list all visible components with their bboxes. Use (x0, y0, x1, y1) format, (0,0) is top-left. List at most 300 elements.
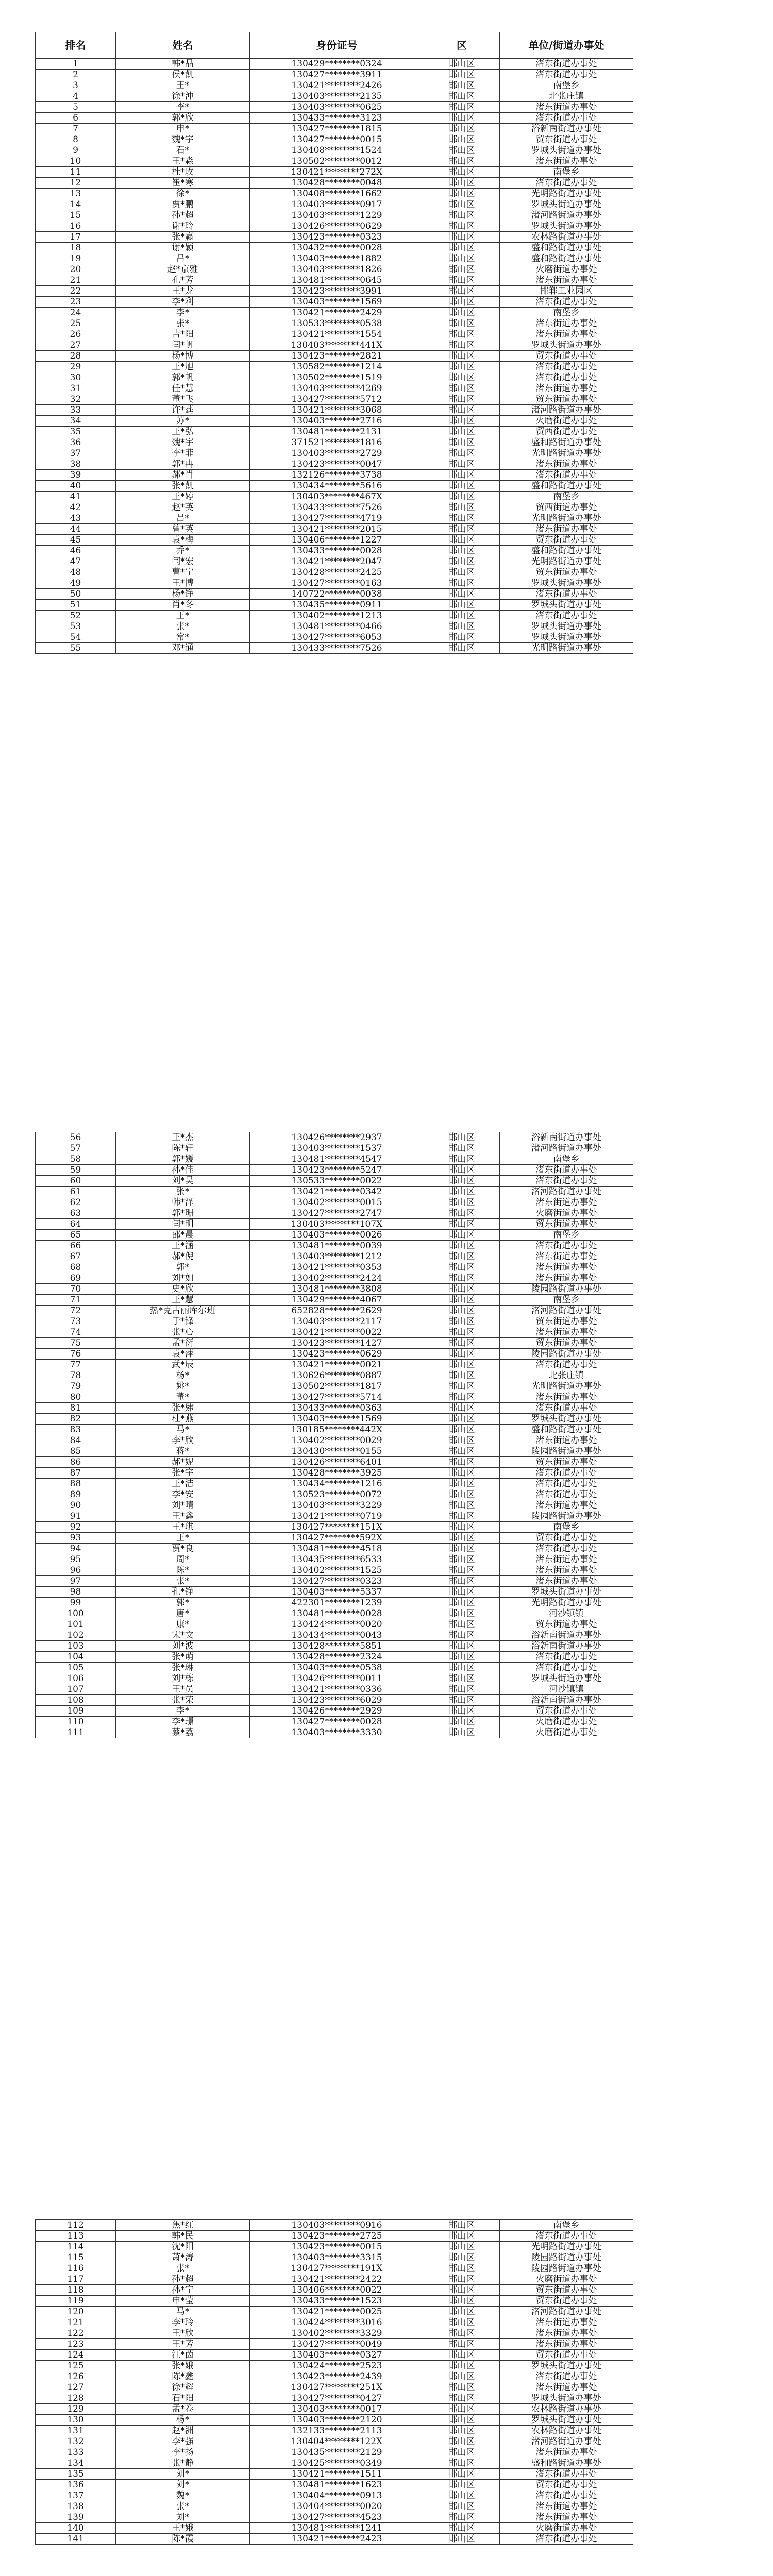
table-row (36, 2469, 633, 2480)
cell-name: 郭*媛 (116, 1154, 250, 1165)
cell-id-number: 422301********1239 (250, 1598, 424, 1608)
cell-district: 邯山区 (424, 2307, 500, 2317)
table-row (36, 362, 633, 372)
cell-rank: 141 (36, 2534, 116, 2545)
cell-name: 张*凯 (116, 481, 250, 492)
cell-rank: 108 (36, 1695, 116, 1706)
cell-name: 邵*晨 (116, 1230, 250, 1241)
cell-unit: 贸东街道办事处 (500, 1316, 633, 1327)
cell-id-number: 130421********2015 (250, 524, 424, 535)
cell-district: 邯山区 (424, 286, 500, 297)
cell-name: 肖*冬 (116, 600, 250, 611)
cell-id-number: 130432********0028 (250, 243, 424, 253)
cell-district: 邯山区 (424, 1652, 500, 1663)
cell-unit: 渚东街道办事处 (500, 1479, 633, 1489)
column-header-id-number: 身份证号 (250, 32, 424, 59)
table-row (36, 1727, 633, 1738)
cell-name: 李* (116, 1706, 250, 1717)
table-row (36, 1673, 633, 1684)
table-row (36, 1316, 633, 1327)
table-row (36, 1554, 633, 1565)
cell-district: 邯山区 (424, 351, 500, 362)
cell-district: 邯山区 (424, 253, 500, 264)
cell-id-number: 130423********2821 (250, 351, 424, 362)
table-row (36, 567, 633, 578)
cell-rank: 88 (36, 1479, 116, 1489)
cell-id-number: 130481********0039 (250, 1241, 424, 1251)
cell-id-number: 130403********467X (250, 492, 424, 502)
cell-rank: 94 (36, 1544, 116, 1554)
table-row (36, 416, 633, 427)
cell-unit: 渚东街道办事处 (500, 2328, 633, 2339)
table-row (36, 2285, 633, 2296)
cell-unit: 渚东街道办事处 (500, 70, 633, 80)
cell-unit: 渚东街道办事处 (500, 1165, 633, 1176)
cell-district: 邯山区 (424, 611, 500, 621)
cell-id-number: 130421********3068 (250, 405, 424, 416)
cell-rank: 92 (36, 1522, 116, 1533)
cell-rank: 57 (36, 1143, 116, 1154)
cell-district: 邯山区 (424, 1132, 500, 1143)
cell-id-number: 130426********2937 (250, 1132, 424, 1143)
cell-district: 邯山区 (424, 1695, 500, 1706)
cell-name: 刘*晴 (116, 1500, 250, 1511)
cell-unit: 南堡乡 (500, 80, 633, 91)
cell-district: 邯山区 (424, 643, 500, 654)
cell-id-number: 130626********0887 (250, 1370, 424, 1381)
table-row (36, 1414, 633, 1425)
cell-rank: 127 (36, 2382, 116, 2393)
table-row (36, 1197, 633, 1208)
table-row (36, 2263, 633, 2274)
cell-rank: 63 (36, 1208, 116, 1219)
cell-unit: 渚东街道办事处 (500, 470, 633, 481)
cell-name: 张* (116, 1576, 250, 1587)
cell-name: 魏* (116, 2490, 250, 2501)
table-row (36, 1306, 633, 1316)
cell-id-number: 130421********0022 (250, 1327, 424, 1338)
table-row (36, 372, 633, 383)
cell-unit: 浴新南街道办事处 (500, 1132, 633, 1143)
cell-id-number: 130427********2747 (250, 1208, 424, 1219)
table-row (36, 253, 633, 264)
cell-id-number: 130421********1511 (250, 2469, 424, 2480)
cell-unit: 渚河路街道办事处 (500, 1187, 633, 1197)
cell-name: 李*强 (116, 2436, 250, 2447)
table-row (36, 264, 633, 275)
table-row (36, 102, 633, 113)
cell-name: 刘* (116, 2512, 250, 2523)
table-row (36, 1641, 633, 1652)
cell-district: 邯山区 (424, 1338, 500, 1349)
cell-rank: 96 (36, 1565, 116, 1576)
cell-id-number: 130426********6401 (250, 1457, 424, 1468)
cell-district: 邯山区 (424, 1306, 500, 1316)
cell-name: 曹*宁 (116, 567, 250, 578)
cell-rank: 79 (36, 1381, 116, 1392)
cell-id-number: 130429********0324 (250, 59, 424, 70)
cell-unit: 盛和路街道办事处 (500, 481, 633, 492)
cell-unit: 罗城头街道办事处 (500, 632, 633, 643)
table-row (36, 2512, 633, 2523)
cell-name: 李* (116, 102, 250, 113)
cell-id-number: 130421********2429 (250, 308, 424, 318)
cell-unit: 贸西街道办事处 (500, 502, 633, 513)
cell-id-number: 130421********1554 (250, 329, 424, 340)
cell-name: 孔*铮 (116, 1587, 250, 1598)
table-row (36, 589, 633, 600)
cell-rank: 93 (36, 1533, 116, 1544)
cell-name: 杨*铮 (116, 589, 250, 600)
cell-district: 邯山区 (424, 1500, 500, 1511)
cell-rank: 1 (36, 59, 116, 70)
cell-district: 邯山区 (424, 372, 500, 383)
cell-rank: 117 (36, 2274, 116, 2285)
cell-id-number: 132133********2113 (250, 2426, 424, 2436)
cell-district: 邯山区 (424, 232, 500, 243)
cell-rank: 120 (36, 2307, 116, 2317)
cell-unit: 渚东街道办事处 (500, 524, 633, 535)
cell-rank: 74 (36, 1327, 116, 1338)
cell-rank: 8 (36, 134, 116, 145)
cell-rank: 137 (36, 2490, 116, 2501)
cell-unit: 渚东街道办事处 (500, 1197, 633, 1208)
cell-id-number: 130421********2423 (250, 2534, 424, 2545)
cell-district: 邯山区 (424, 448, 500, 459)
cell-rank: 27 (36, 340, 116, 351)
cell-id-number: 130403********3330 (250, 1727, 424, 1738)
cell-name: 陈*霞 (116, 2534, 250, 2545)
cell-rank: 52 (36, 611, 116, 621)
cell-district: 邯山区 (424, 2447, 500, 2458)
cell-name: 史*欣 (116, 1284, 250, 1295)
cell-district: 邯山区 (424, 1435, 500, 1446)
cell-unit: 贸东街道办事处 (500, 567, 633, 578)
table-row (36, 2480, 633, 2490)
cell-unit: 渚东街道办事处 (500, 1435, 633, 1446)
table-row (36, 1544, 633, 1554)
cell-district: 邯山区 (424, 2296, 500, 2307)
table-row (36, 2252, 633, 2263)
cell-unit: 陵园路街道办事处 (500, 1511, 633, 1522)
table-row (36, 2220, 633, 2231)
cell-id-number: 130434********0043 (250, 1630, 424, 1641)
cell-name: 韩*民 (116, 2231, 250, 2242)
table-row (36, 2534, 633, 2545)
cell-rank: 35 (36, 427, 116, 437)
cell-rank: 72 (36, 1306, 116, 1316)
table-row (36, 2501, 633, 2512)
cell-district: 邯山区 (424, 329, 500, 340)
table-row (36, 1652, 633, 1663)
cell-name: 萧*涛 (116, 2252, 250, 2263)
cell-id-number: 132126********3738 (250, 470, 424, 481)
cell-id-number: 130427********251X (250, 2382, 424, 2393)
table-row (36, 1262, 633, 1273)
cell-rank: 103 (36, 1641, 116, 1652)
table-row (36, 1284, 633, 1295)
cell-unit: 罗城头街道办事处 (500, 2361, 633, 2371)
cell-district: 邯山区 (424, 1403, 500, 1414)
table-row (36, 470, 633, 481)
table-row (36, 167, 633, 178)
cell-id-number: 130423********1427 (250, 1338, 424, 1349)
cell-district: 邯山区 (424, 210, 500, 221)
cell-name: 常* (116, 632, 250, 643)
cell-id-number: 130427********0163 (250, 578, 424, 589)
cell-rank: 86 (36, 1457, 116, 1468)
cell-name: 张*静 (116, 2458, 250, 2469)
cell-rank: 59 (36, 1165, 116, 1176)
cell-rank: 126 (36, 2371, 116, 2382)
cell-unit: 罗城头街道办事处 (500, 1414, 633, 1425)
cell-district: 邯山区 (424, 189, 500, 199)
cell-district: 邯山区 (424, 2371, 500, 2382)
table-row (36, 1468, 633, 1479)
cell-name: 康* (116, 1619, 250, 1630)
cell-name: 韩*泽 (116, 1197, 250, 1208)
cell-district: 邯山区 (424, 492, 500, 502)
cell-district: 邯山区 (424, 513, 500, 524)
cell-name: 陈*鑫 (116, 2371, 250, 2382)
cell-rank: 48 (36, 567, 116, 578)
cell-rank: 58 (36, 1154, 116, 1165)
table-row (36, 2490, 633, 2501)
cell-unit: 贸东街道办事处 (500, 2480, 633, 2490)
cell-id-number: 130403********1569 (250, 1414, 424, 1425)
cell-rank: 100 (36, 1608, 116, 1619)
table-row (36, 1381, 633, 1392)
cell-district: 邯山区 (424, 70, 500, 80)
cell-rank: 119 (36, 2296, 116, 2307)
cell-rank: 118 (36, 2285, 116, 2296)
cell-id-number: 130427********592X (250, 1533, 424, 1544)
cell-district: 邯山区 (424, 1673, 500, 1684)
cell-rank: 140 (36, 2523, 116, 2534)
cell-district: 邯山区 (424, 1143, 500, 1154)
cell-name: 邓*通 (116, 643, 250, 654)
cell-name: 曾*英 (116, 524, 250, 535)
cell-unit: 陵园路街道办事处 (500, 1284, 633, 1295)
cell-id-number: 130427********6053 (250, 632, 424, 643)
cell-name: 王*旭 (116, 362, 250, 372)
table-row (36, 113, 633, 124)
table-row (36, 308, 633, 318)
cell-name: 李*璟 (116, 1717, 250, 1727)
cell-unit: 罗城头街道办事处 (500, 1673, 633, 1684)
cell-district: 邯山区 (424, 589, 500, 600)
cell-rank: 109 (36, 1706, 116, 1717)
cell-district: 邯山区 (424, 1727, 500, 1738)
table-row (36, 145, 633, 156)
cell-id-number: 130433********7526 (250, 643, 424, 654)
cell-district: 邯山区 (424, 2339, 500, 2350)
cell-id-number: 130481********0028 (250, 1608, 424, 1619)
cell-id-number: 130481********1241 (250, 2523, 424, 2534)
table-row (36, 286, 633, 297)
cell-id-number: 130423********0015 (250, 2242, 424, 2252)
cell-name: 王*杰 (116, 1132, 250, 1143)
cell-unit: 邯郸工业园区 (500, 286, 633, 297)
cell-unit: 渚东街道办事处 (500, 2371, 633, 2382)
cell-district: 邯山区 (424, 600, 500, 611)
cell-unit: 火磨街道办事处 (500, 416, 633, 427)
ranking-table-page-3 (35, 2219, 633, 2545)
table-row (36, 1338, 633, 1349)
cell-district: 邯山区 (424, 1370, 500, 1381)
cell-id-number: 130430********0155 (250, 1446, 424, 1457)
cell-unit: 渚东街道办事处 (500, 1392, 633, 1403)
cell-district: 邯山区 (424, 1576, 500, 1587)
cell-name: 谢*颖 (116, 243, 250, 253)
cell-rank: 46 (36, 546, 116, 556)
cell-name: 杨* (116, 1370, 250, 1381)
table-row (36, 394, 633, 405)
cell-unit: 渚东街道办事处 (500, 2512, 633, 2523)
cell-district: 邯山区 (424, 1533, 500, 1544)
cell-name: 蔡*荔 (116, 1727, 250, 1738)
cell-rank: 22 (36, 286, 116, 297)
table-row (36, 437, 633, 448)
cell-district: 邯山区 (424, 2415, 500, 2426)
cell-name: 王* (116, 611, 250, 621)
cell-district: 邯山区 (424, 178, 500, 189)
cell-id-number: 130404********0913 (250, 2490, 424, 2501)
cell-unit: 浴新南街道办事处 (500, 124, 633, 134)
cell-district: 邯山区 (424, 2231, 500, 2242)
cell-id-number: 130403********1229 (250, 210, 424, 221)
table-row (36, 2361, 633, 2371)
cell-rank: 125 (36, 2361, 116, 2371)
cell-district: 邯山区 (424, 1349, 500, 1360)
table-row (36, 2447, 633, 2458)
cell-rank: 111 (36, 1727, 116, 1738)
cell-name: 王*淼 (116, 156, 250, 167)
cell-name: 王*涵 (116, 1241, 250, 1251)
table-row (36, 2274, 633, 2285)
table-row (36, 1360, 633, 1370)
cell-name: 韩*晶 (116, 59, 250, 70)
cell-rank: 26 (36, 329, 116, 340)
table-row (36, 556, 633, 567)
cell-district: 邯山区 (424, 1327, 500, 1338)
table-row (36, 1663, 633, 1673)
table-row (36, 1479, 633, 1489)
table-row (36, 502, 633, 513)
cell-rank: 28 (36, 351, 116, 362)
cell-district: 邯山区 (424, 1273, 500, 1284)
cell-name: 马* (116, 2307, 250, 2317)
table-row (36, 210, 633, 221)
cell-unit: 火磨街道办事处 (500, 2274, 633, 2285)
cell-id-number: 130403********1212 (250, 1251, 424, 1262)
cell-name: 王*员 (116, 1684, 250, 1695)
cell-id-number: 130423********3991 (250, 286, 424, 297)
table-row (36, 318, 633, 329)
cell-unit: 盛和路街道办事处 (500, 437, 633, 448)
cell-unit: 渚东街道办事处 (500, 2469, 633, 2480)
cell-name: 武*辰 (116, 1360, 250, 1370)
cell-rank: 70 (36, 1284, 116, 1295)
cell-rank: 90 (36, 1500, 116, 1511)
table-row (36, 405, 633, 416)
cell-id-number: 130427********0323 (250, 1576, 424, 1587)
cell-name: 王*娥 (116, 2523, 250, 2534)
cell-unit: 渚东街道办事处 (500, 2317, 633, 2328)
table-row (36, 1717, 633, 1727)
cell-id-number: 130423********6029 (250, 1695, 424, 1706)
cell-rank: 83 (36, 1425, 116, 1435)
cell-district: 邯山区 (424, 2490, 500, 2501)
table-row (36, 2317, 633, 2328)
table-row (36, 70, 633, 80)
cell-name: 张*肄 (116, 1403, 250, 1414)
cell-name: 张*萌 (116, 1652, 250, 1663)
table-row (36, 1143, 633, 1154)
cell-rank: 45 (36, 535, 116, 546)
cell-name: 张*荣 (116, 1695, 250, 1706)
cell-name: 王* (116, 1533, 250, 1544)
cell-unit: 南堡乡 (500, 1522, 633, 1533)
cell-district: 邯山区 (424, 567, 500, 578)
cell-name: 王*芳 (116, 2339, 250, 2350)
cell-id-number: 130433********0028 (250, 546, 424, 556)
cell-id-number: 130403********2729 (250, 448, 424, 459)
table-row (36, 427, 633, 437)
cell-id-number: 371521********1816 (250, 437, 424, 448)
cell-unit: 陵园路街道办事处 (500, 2252, 633, 2263)
cell-unit: 贸东街道办事处 (500, 2285, 633, 2296)
cell-id-number: 130433********7526 (250, 502, 424, 513)
cell-id-number: 652828********2629 (250, 1306, 424, 1316)
table-row (36, 297, 633, 308)
cell-unit: 河沙镇镇 (500, 1608, 633, 1619)
cell-unit: 渚东街道办事处 (500, 1241, 633, 1251)
cell-id-number: 130427********0049 (250, 2339, 424, 2350)
cell-district: 邯山区 (424, 535, 500, 546)
table-row (36, 2296, 633, 2307)
cell-district: 邯山区 (424, 1706, 500, 1717)
cell-unit: 渚东街道办事处 (500, 318, 633, 329)
table-row (36, 2242, 633, 2252)
table-row (36, 1630, 633, 1641)
table-row (36, 221, 633, 232)
cell-name: 徐* (116, 189, 250, 199)
cell-id-number: 130421********0336 (250, 1684, 424, 1695)
cell-id-number: 130434********5616 (250, 481, 424, 492)
cell-rank: 114 (36, 2242, 116, 2252)
cell-rank: 4 (36, 91, 116, 102)
cell-district: 邯山区 (424, 362, 500, 372)
cell-id-number: 130427********4523 (250, 2512, 424, 2523)
cell-id-number: 130403********0917 (250, 199, 424, 210)
cell-district: 邯山区 (424, 102, 500, 113)
cell-name: 焦*红 (116, 2220, 250, 2231)
cell-rank: 106 (36, 1673, 116, 1684)
cell-unit: 渚东街道办事处 (500, 113, 633, 124)
cell-rank: 53 (36, 621, 116, 632)
cell-unit: 光明路街道办事处 (500, 1598, 633, 1608)
cell-name: 吕* (116, 253, 250, 264)
cell-district: 邯山区 (424, 275, 500, 286)
cell-name: 李*利 (116, 297, 250, 308)
cell-unit: 浴新南街道办事处 (500, 1695, 633, 1706)
cell-district: 邯山区 (424, 1295, 500, 1306)
cell-name: 王*博 (116, 578, 250, 589)
cell-rank: 51 (36, 600, 116, 611)
cell-unit: 渚东街道办事处 (500, 1663, 633, 1673)
cell-name: 陈* (116, 1565, 250, 1576)
